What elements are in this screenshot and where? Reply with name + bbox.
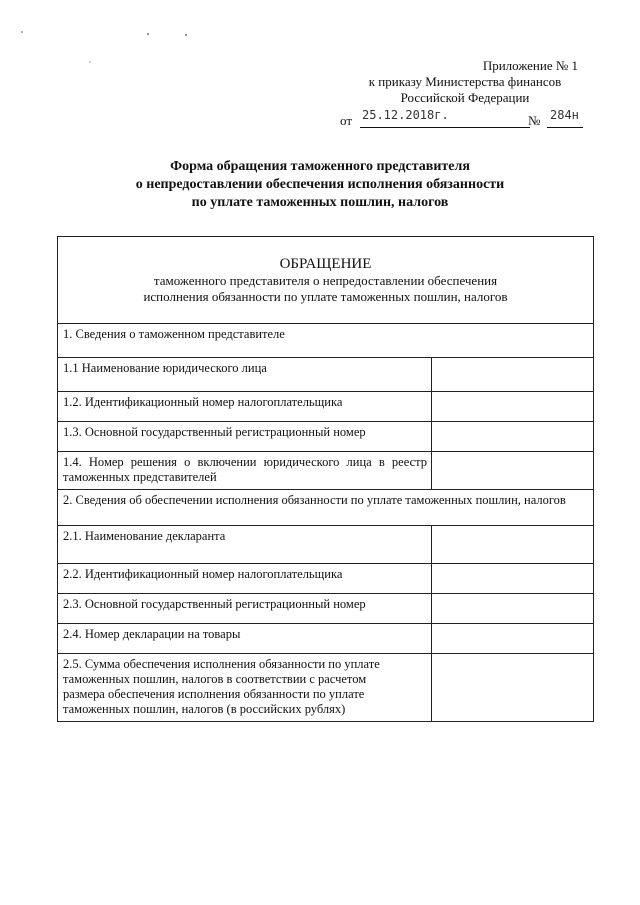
form-title <box>60 158 580 212</box>
row-2-4-label: 2.4. Номер декларации на товары <box>58 624 432 654</box>
row-2-3-value[interactable] <box>432 594 594 624</box>
order-reference <box>340 107 590 129</box>
row-1-1-label: 1.1 Наименование юридического лица <box>58 358 432 392</box>
table-row <box>58 594 594 624</box>
table-header-line-1: таможенного представителя о непредоставлении обеспечения <box>153 273 498 288</box>
row-1-2-value[interactable] <box>432 392 594 422</box>
form-title-line-1: Форма обращения таможенного представителя <box>170 159 470 174</box>
row-2-2-value[interactable] <box>432 564 594 594</box>
table-header-cell <box>58 237 594 324</box>
row-2-5-line-2: таможенных пошлин, налогов в соответствии с расчетом <box>63 672 367 686</box>
form-title-line-2: о непредоставлении обеспечения исполнения обязанности <box>135 177 505 192</box>
order-date: 25.12.2018г. <box>362 108 449 122</box>
row-1-4-label: 1.4. Номер решения о включении юридического лица в реестр таможенных представителей <box>58 452 432 490</box>
row-1-2-label: 1.2. Идентификационный номер налогоплательщика <box>58 392 432 422</box>
table-row <box>58 490 594 526</box>
row-1-1-value[interactable] <box>432 358 594 392</box>
appendix-order: к приказу Министерства финансов <box>368 74 562 89</box>
section-1-heading: 1. Сведения о таможенном представителе <box>58 324 594 358</box>
table-row <box>58 654 594 722</box>
row-2-1-label: 2.1. Наименование декларанта <box>58 526 432 564</box>
row-1-3-value[interactable] <box>432 422 594 452</box>
table-row <box>58 422 594 452</box>
table-row <box>58 624 594 654</box>
appendix-number: Приложение № 1 <box>482 58 578 73</box>
section-2-heading: 2. Сведения об обеспечении исполнения обязанности по уплате таможенных пошлин, налогов <box>58 490 594 526</box>
table-header-row <box>58 237 594 324</box>
row-2-1-value[interactable] <box>432 526 594 564</box>
appendix-ministry: Российской Федерации <box>400 90 530 105</box>
row-2-5-line-4: таможенных пошлин, налогов (в российских рублях) <box>63 702 346 716</box>
row-2-5-value[interactable] <box>432 654 594 722</box>
table-row <box>58 564 594 594</box>
scan-specks <box>18 28 218 68</box>
row-2-5-label <box>58 654 432 722</box>
row-2-2-label: 2.2. Идентификационный номер налогоплательщика <box>58 564 432 594</box>
table-header-title: ОБРАЩЕНИЕ <box>279 256 372 272</box>
table-row <box>58 452 594 490</box>
table-row <box>58 392 594 422</box>
row-1-3-label: 1.3. Основной государственный регистрационный номер <box>58 422 432 452</box>
form-title-line-3: по уплате таможенных пошлин, налогов <box>191 195 449 210</box>
table-row <box>58 324 594 358</box>
row-2-5-line-1: 2.5. Сумма обеспечения исполнения обязанности по уплате <box>63 657 380 671</box>
table-row <box>58 358 594 392</box>
row-2-5-line-3: размера обеспечения исполнения обязанности по уплате <box>63 687 365 701</box>
row-1-4-value[interactable] <box>432 452 594 490</box>
order-date-label: от <box>340 113 353 128</box>
row-2-3-label: 2.3. Основной государственный регистрационный номер <box>58 594 432 624</box>
row-2-4-value[interactable] <box>432 624 594 654</box>
order-date-underline <box>360 127 530 128</box>
table-row <box>58 526 594 564</box>
appendix-block <box>340 58 590 129</box>
request-form-table <box>57 236 594 722</box>
order-number-underline <box>547 127 583 128</box>
order-number-label: № <box>528 113 541 128</box>
order-number: 284н <box>550 108 579 122</box>
table-header-line-2: исполнения обязанности по уплате таможенных пошлин, налогов <box>143 289 508 304</box>
